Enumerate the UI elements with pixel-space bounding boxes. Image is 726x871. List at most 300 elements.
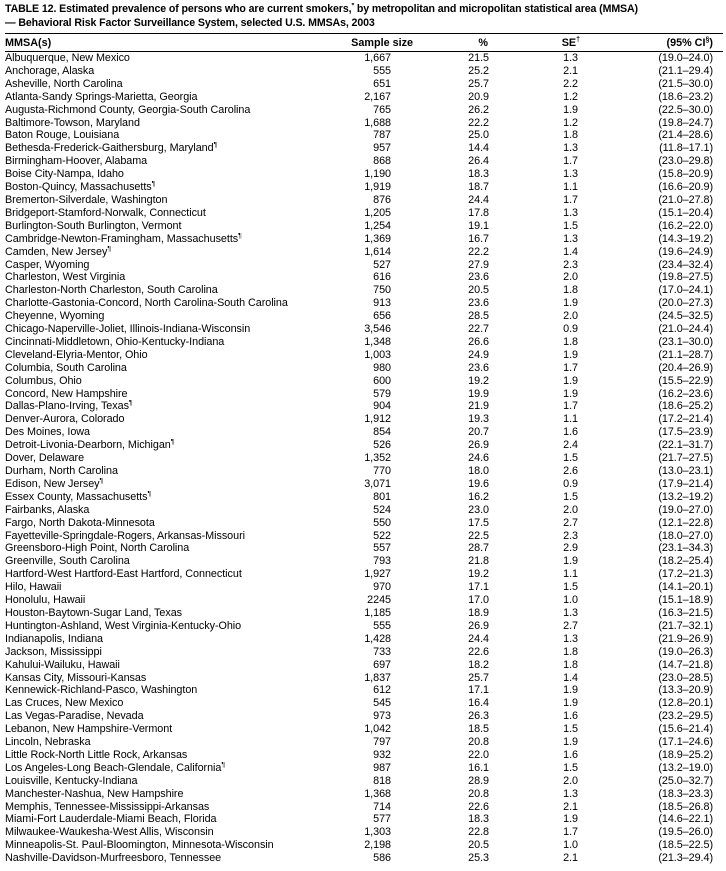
- se-cell: 1.3: [563, 232, 578, 245]
- footnote-marker-pilcrow: ¶: [151, 181, 156, 188]
- table-row: [5, 452, 723, 465]
- se-cell: 1.8: [563, 658, 578, 671]
- mmsa-cell: Las Vegas-Paradise, Nevada: [5, 710, 144, 723]
- table-row: [5, 775, 723, 788]
- percent-cell: 16.1: [468, 761, 489, 774]
- mmsa-cell: Charleston, West Virginia: [5, 271, 126, 284]
- mmsa-cell: Milwaukee-Waukesha-West Allis, Wisconsin: [5, 826, 214, 839]
- ci-cell: (17.9–21.4): [658, 477, 713, 490]
- sample-size-cell: 750: [373, 284, 391, 297]
- prevalence-table: [5, 33, 723, 865]
- ci-cell: (16.6–20.9): [658, 181, 713, 194]
- mmsa-cell: Las Cruces, New Mexico: [5, 697, 124, 710]
- mmsa-cell: Kansas City, Missouri-Kansas: [5, 671, 147, 684]
- sample-size-cell: 854: [373, 426, 391, 439]
- ci-cell: (19.0–24.0): [658, 52, 713, 64]
- sample-size-cell: 545: [373, 697, 391, 710]
- mmsa-cell: Hilo, Hawaii: [5, 581, 62, 594]
- table-row: [5, 65, 723, 78]
- se-cell: 2.2: [563, 77, 578, 90]
- sample-size-cell: 714: [373, 800, 391, 813]
- footnote-marker-pilcrow: ¶: [238, 232, 242, 240]
- mmsa-cell: Manchester-Nashua, New Hampshire: [5, 787, 184, 800]
- mmsa-cell: Houston-Baytown-Sugar Land, Texas: [5, 606, 183, 619]
- percent-cell: 18.0: [468, 465, 489, 477]
- percent-cell: 24.4: [468, 632, 489, 645]
- mmsa-cell: Dover, Delaware: [5, 452, 85, 465]
- se-cell: 1.3: [563, 142, 578, 155]
- footnote-marker-pilcrow: ¶: [170, 439, 175, 446]
- mmsa-cell: Bethesda-Frederick-Gaithersburg, Maryland¶: [5, 142, 218, 155]
- sample-size-cell: 555: [373, 619, 391, 632]
- table-row: [5, 581, 723, 594]
- sample-size-cell: 579: [373, 387, 391, 400]
- percent-cell: 26.3: [468, 710, 489, 723]
- mmsa-cell: Albuquerque, New Mexico: [5, 52, 130, 64]
- mmsa-cell: Fargo, North Dakota-Minnesota: [5, 516, 155, 529]
- ci-cell: (15.5–22.9): [658, 374, 713, 387]
- ci-cell: (19.8–24.7): [658, 116, 713, 129]
- ci-cell: (18.6–25.2): [658, 400, 713, 413]
- table-row: [5, 684, 723, 697]
- table-row: [5, 129, 723, 142]
- se-cell: 2.3: [563, 258, 578, 271]
- percent-cell: 22.8: [468, 826, 489, 839]
- sample-size-cell: 1,348: [364, 335, 391, 348]
- mmsa-cell: Anchorage, Alaska: [5, 64, 95, 77]
- mmsa-cell: Essex County, Massachusetts¶: [5, 490, 152, 503]
- ci-cell: (16.2–22.0): [658, 219, 713, 232]
- sample-size-cell: 973: [373, 710, 391, 723]
- title-line-2: — Behavioral Risk Factor Surveillance System, selected U.S. MMSAs, 2003: [5, 16, 375, 29]
- percent-cell: 18.2: [468, 658, 489, 671]
- percent-cell: 20.8: [468, 736, 489, 749]
- mmsa-cell: Kahului-Wailuku, Hawaii: [5, 658, 120, 671]
- mmsa-cell: Chicago-Naperville-Joliet, Illinois-Indiana-Wisconsin: [5, 323, 251, 336]
- table-row: [5, 52, 723, 65]
- ci-cell: (21.0–24.4): [658, 323, 713, 336]
- se-cell: 1.7: [563, 826, 578, 839]
- se-cell: 1.1: [563, 413, 578, 426]
- col-header-percent-label: %: [478, 37, 488, 49]
- percent-cell: 18.5: [468, 723, 489, 736]
- mmsa-cell: Baton Rouge, Louisiana: [5, 129, 120, 142]
- mmsa-cell: Lincoln, Nebraska: [5, 736, 91, 749]
- table-row: [5, 259, 723, 272]
- table-row: [5, 142, 723, 155]
- percent-cell: 21.5: [468, 52, 489, 64]
- percent-cell: 24.9: [468, 348, 489, 361]
- ci-cell: (16.2–23.6): [658, 387, 713, 400]
- se-cell: 1.5: [563, 761, 578, 774]
- se-cell: 1.6: [563, 710, 578, 723]
- ci-cell: (13.0–23.1): [658, 465, 713, 477]
- se-cell: 2.7: [563, 516, 578, 529]
- percent-cell: 26.4: [468, 155, 489, 168]
- sample-size-cell: 612: [373, 684, 391, 697]
- percent-cell: 19.2: [468, 374, 489, 387]
- sample-size-cell: 600: [373, 374, 391, 387]
- ci-cell: (14.6–22.1): [658, 813, 713, 826]
- table-row: [5, 710, 723, 723]
- mmsa-cell: Fayetteville-Springdale-Rogers, Arkansas-Missouri: [5, 529, 245, 542]
- mmsa-cell: Durham, North Carolina: [5, 465, 118, 477]
- mmsa-cell: Camden, New Jersey¶: [5, 245, 112, 258]
- se-cell: 1.9: [563, 297, 578, 310]
- mmsa-cell: Augusta-Richmond County, Georgia-South Carolina: [5, 103, 251, 116]
- sample-size-cell: 616: [373, 271, 391, 284]
- percent-cell: 22.7: [468, 323, 489, 336]
- sample-size-cell: 765: [373, 103, 391, 116]
- ci-cell: (18.5–22.5): [658, 839, 713, 852]
- percent-cell: 17.0: [468, 594, 489, 607]
- col-header-ci-label: (95% CI: [666, 37, 706, 49]
- mmsa-cell: Minneapolis-St. Paul-Bloomington, Minnesota-Wisconsin: [5, 839, 274, 852]
- table-row: [5, 297, 723, 310]
- percent-cell: 23.0: [468, 503, 489, 516]
- se-cell: 1.6: [563, 748, 578, 761]
- sample-size-cell: 1,303: [364, 826, 391, 839]
- se-cell: 1.5: [563, 490, 578, 503]
- percent-cell: 28.7: [468, 542, 489, 555]
- mmsa-cell: Dallas-Plano-Irving, Texas¶: [5, 400, 133, 413]
- se-cell: 1.3: [563, 168, 578, 181]
- se-cell: 1.3: [563, 787, 578, 800]
- percent-cell: 23.6: [468, 271, 489, 284]
- sample-size-cell: 1,614: [364, 245, 391, 258]
- mmsa-cell: Asheville, North Carolina: [5, 77, 123, 90]
- ci-cell: (15.1–18.9): [658, 594, 713, 607]
- mmsa-cell: Los Angeles-Long Beach-Glendale, California¶: [5, 761, 226, 774]
- table-row: [5, 362, 723, 375]
- ci-cell: (13.2–19.2): [658, 490, 713, 503]
- sample-size-cell: 1,205: [364, 206, 391, 219]
- sample-size-cell: 770: [373, 465, 391, 477]
- percent-cell: 19.3: [468, 413, 489, 426]
- se-cell: 1.7: [563, 155, 578, 168]
- header-row: [5, 34, 723, 52]
- title-line-1: [5, 3, 723, 17]
- percent-cell: 18.3: [468, 168, 489, 181]
- table-row: [5, 813, 723, 826]
- ci-cell: (19.5–26.0): [658, 826, 713, 839]
- sample-size-cell: 932: [373, 748, 391, 761]
- col-header-percent: [417, 34, 493, 52]
- ci-cell: (23.1–34.3): [658, 542, 713, 555]
- se-cell: 2.7: [563, 619, 578, 632]
- mmsa-cell: Greenville, South Carolina: [5, 555, 130, 568]
- percent-cell: 20.9: [468, 90, 489, 103]
- ci-cell: (19.8–27.5): [658, 271, 713, 284]
- table-row: [5, 349, 723, 362]
- table-row: [5, 801, 723, 814]
- table-title: [5, 3, 723, 30]
- percent-cell: 17.5: [468, 516, 489, 529]
- se-cell: 1.7: [563, 361, 578, 374]
- se-cell: 1.9: [563, 348, 578, 361]
- table-row: [5, 233, 723, 246]
- percent-cell: 22.6: [468, 800, 489, 813]
- se-cell: 1.4: [563, 245, 578, 258]
- ci-cell: (23.4–32.4): [658, 258, 713, 271]
- sample-size-cell: 2245: [367, 594, 391, 607]
- ci-cell: (18.6–23.2): [658, 90, 713, 103]
- ci-cell: (15.8–20.9): [658, 168, 713, 181]
- mmsa-cell: Birmingham-Hoover, Alabama: [5, 155, 148, 168]
- table-row: [5, 284, 723, 297]
- percent-cell: 20.5: [468, 284, 489, 297]
- sample-size-cell: 522: [373, 529, 391, 542]
- table-row: [5, 517, 723, 530]
- se-cell: 2.0: [563, 310, 578, 323]
- sample-size-cell: 1,352: [364, 452, 391, 465]
- table-row: [5, 568, 723, 581]
- title-text-part2: by metropolitan and micropolitan statistical area (MMSA): [354, 3, 638, 15]
- table-row: [5, 439, 723, 452]
- mmsa-cell: Nashville-Davidson-Murfreesboro, Tennessee: [5, 852, 222, 865]
- ci-cell: (23.2–29.5): [658, 710, 713, 723]
- ci-cell: (21.5–30.0): [658, 77, 713, 90]
- percent-cell: 26.6: [468, 335, 489, 348]
- mmsa-cell: Atlanta-Sandy Springs-Marietta, Georgia: [5, 90, 198, 103]
- table-row: [5, 620, 723, 633]
- ci-cell: (24.5–32.5): [658, 310, 713, 323]
- ci-cell: (19.6–24.9): [658, 245, 713, 258]
- ci-cell: (17.1–24.6): [658, 736, 713, 749]
- ci-cell: (21.1–28.7): [658, 348, 713, 361]
- ci-cell: (20.0–27.3): [658, 297, 713, 310]
- sample-size-cell: 797: [373, 736, 391, 749]
- ci-cell: (12.1–22.8): [658, 516, 713, 529]
- se-cell: 1.9: [563, 684, 578, 697]
- footnote-marker-pilcrow: ¶: [99, 477, 104, 485]
- table-row: [5, 220, 723, 233]
- sample-size-cell: 818: [373, 774, 391, 787]
- percent-cell: 25.2: [468, 64, 489, 77]
- table-row: [5, 762, 723, 775]
- table-row: [5, 336, 723, 349]
- sample-size-cell: 1,185: [364, 606, 391, 619]
- se-cell: 1.8: [563, 645, 578, 658]
- table-row: [5, 672, 723, 685]
- table-row: [5, 413, 723, 426]
- se-cell: 2.0: [563, 503, 578, 516]
- col-header-mmsa: [5, 34, 351, 52]
- sample-size-cell: 876: [373, 193, 391, 206]
- footnote-marker-dagger: †: [576, 36, 580, 44]
- mmsa-cell: Greensboro-High Point, North Carolina: [5, 542, 190, 555]
- sample-size-cell: 651: [373, 77, 391, 90]
- mmsa-cell: Charleston-North Charleston, South Carolina: [5, 284, 218, 297]
- percent-cell: 16.2: [468, 490, 489, 503]
- table-row: [5, 478, 723, 491]
- table-row: [5, 181, 723, 194]
- sample-size-cell: 904: [373, 400, 391, 413]
- percent-cell: 25.7: [468, 671, 489, 684]
- ci-cell: (23.0–29.8): [658, 155, 713, 168]
- sample-size-cell: 957: [373, 142, 391, 155]
- sample-size-cell: 526: [373, 439, 391, 452]
- se-cell: 1.9: [563, 555, 578, 568]
- se-cell: 0.9: [563, 323, 578, 336]
- sample-size-cell: 793: [373, 555, 391, 568]
- percent-cell: 17.8: [468, 206, 489, 219]
- title-text-part1: TABLE 12. Estimated prevalence of persons who are current smokers,: [5, 3, 352, 15]
- percent-cell: 20.8: [468, 787, 489, 800]
- se-cell: 1.9: [563, 813, 578, 826]
- se-cell: 2.1: [563, 800, 578, 813]
- percent-cell: 25.0: [468, 129, 489, 142]
- ci-cell: (21.1–29.4): [658, 64, 713, 77]
- percent-cell: 26.2: [468, 103, 489, 116]
- sample-size-cell: 557: [373, 542, 391, 555]
- ci-cell: (22.5–30.0): [658, 103, 713, 116]
- sample-size-cell: 1,927: [364, 568, 391, 581]
- se-cell: 0.9: [563, 477, 578, 490]
- se-cell: 1.4: [563, 671, 578, 684]
- percent-cell: 22.2: [468, 245, 489, 258]
- percent-cell: 18.7: [468, 181, 489, 194]
- mmsa-cell: Boise City-Nampa, Idaho: [5, 168, 124, 181]
- footnote-marker-pilcrow: ¶: [128, 400, 133, 407]
- ci-cell: (18.5–26.8): [658, 800, 713, 813]
- mmsa-cell: Jackson, Mississippi: [5, 645, 102, 658]
- sample-size-cell: 733: [373, 645, 391, 658]
- table-row: [5, 310, 723, 323]
- col-header-mmsa-label: MMSA(s): [5, 37, 52, 49]
- sample-size-cell: 913: [373, 297, 391, 310]
- ci-cell: (11.8–17.1): [659, 142, 713, 155]
- sample-size-cell: 987: [373, 761, 391, 774]
- ci-cell: (15.6–21.4): [658, 723, 713, 736]
- table-row: [5, 375, 723, 388]
- table-row: [5, 852, 723, 865]
- ci-cell: (18.9–25.2): [658, 748, 713, 761]
- ci-cell: (21.4–28.6): [658, 129, 713, 142]
- mmsa-cell: Louisville, Kentucky-Indiana: [5, 774, 138, 787]
- sample-size-cell: 555: [373, 64, 391, 77]
- mmsa-cell: Bremerton-Silverdale, Washington: [5, 193, 168, 206]
- mmsa-cell: Indianapolis, Indiana: [5, 632, 103, 645]
- se-cell: 1.2: [563, 90, 578, 103]
- ci-cell: (15.1–20.4): [658, 206, 713, 219]
- mmsa-cell: Casper, Wyoming: [5, 258, 90, 271]
- sample-size-cell: 1,837: [364, 671, 391, 684]
- se-cell: 2.6: [563, 465, 578, 477]
- se-cell: 1.5: [563, 452, 578, 465]
- ci-cell: (25.0–32.7): [658, 774, 713, 787]
- ci-cell: (13.3–20.9): [658, 684, 713, 697]
- sample-size-cell: 1,042: [364, 723, 391, 736]
- se-cell: 1.7: [563, 193, 578, 206]
- table-row: [5, 426, 723, 439]
- percent-cell: 27.9: [468, 258, 489, 271]
- mmsa-cell: Huntington-Ashland, West Virginia-Kentucky-Ohio: [5, 619, 242, 632]
- percent-cell: 21.8: [468, 555, 489, 568]
- ci-cell: (23.1–30.0): [658, 335, 713, 348]
- table-row: [5, 117, 723, 130]
- mmsa-cell: Fairbanks, Alaska: [5, 503, 90, 516]
- se-cell: 1.5: [563, 219, 578, 232]
- table-row: [5, 826, 723, 839]
- col-header-se: [493, 34, 583, 52]
- mmsa-cell: Denver-Aurora, Colorado: [5, 413, 125, 426]
- ci-cell: (18.0–27.0): [658, 529, 713, 542]
- sample-size-cell: 970: [373, 581, 391, 594]
- ci-cell: (13.2–19.0): [658, 761, 713, 774]
- mmsa-cell: Burlington-South Burlington, Vermont: [5, 219, 182, 232]
- percent-cell: 14.4: [468, 142, 489, 155]
- percent-cell: 22.5: [468, 529, 489, 542]
- se-cell: 1.1: [563, 181, 578, 194]
- se-cell: 2.1: [563, 852, 578, 865]
- col-header-sample-size: [351, 34, 417, 52]
- se-cell: 1.8: [563, 284, 578, 297]
- mmsa-cell: Edison, New Jersey¶: [5, 477, 104, 490]
- table-row: [5, 697, 723, 710]
- ci-cell: (21.0–27.8): [658, 193, 713, 206]
- percent-cell: 16.7: [468, 232, 489, 245]
- mmsa-cell: Lebanon, New Hampshire-Vermont: [5, 723, 173, 736]
- ci-cell: (23.0–28.5): [658, 671, 713, 684]
- table-row: [5, 323, 723, 336]
- sample-size-cell: 697: [373, 658, 391, 671]
- se-cell: 1.3: [563, 52, 578, 64]
- ci-cell: (14.3–19.2): [658, 232, 713, 245]
- ci-cell: (17.2–21.4): [658, 413, 713, 426]
- percent-cell: 20.5: [468, 839, 489, 852]
- sample-size-cell: 1,190: [364, 168, 391, 181]
- ci-cell: (17.0–24.1): [658, 284, 713, 297]
- table-row: [5, 839, 723, 852]
- se-cell: 2.9: [563, 542, 578, 555]
- se-cell: 1.3: [563, 206, 578, 219]
- footnote-marker-pilcrow: ¶: [221, 761, 226, 769]
- mmsa-cell: Little Rock-North Little Rock, Arkansas: [5, 748, 188, 761]
- ci-cell: (22.1–31.7): [658, 439, 713, 452]
- mmsa-cell: Hartford-West Hartford-East Hartford, Connecticut: [5, 568, 242, 581]
- se-cell: 2.3: [563, 529, 578, 542]
- percent-cell: 22.0: [468, 748, 489, 761]
- se-cell: 1.2: [563, 116, 578, 129]
- mmsa-cell: Charlotte-Gastonia-Concord, North Carolina-South Carolina: [5, 297, 288, 310]
- mmsa-cell: Cambridge-Newton-Framingham, Massachusetts¶: [5, 232, 242, 245]
- ci-cell: (19.0–26.3): [658, 645, 713, 658]
- table-row: [5, 723, 723, 736]
- percent-cell: 19.9: [468, 387, 489, 400]
- sample-size-cell: 3,546: [364, 323, 391, 336]
- sample-size-cell: 801: [373, 490, 391, 503]
- se-cell: 2.0: [563, 271, 578, 284]
- sample-size-cell: 868: [373, 155, 391, 168]
- table-body: [5, 52, 723, 866]
- col-header-ci-suffix: ): [709, 37, 713, 49]
- se-cell: 1.3: [563, 632, 578, 645]
- sample-size-cell: 577: [373, 813, 391, 826]
- ci-cell: (19.0–27.0): [658, 503, 713, 516]
- mmsa-cell: Concord, New Hampshire: [5, 387, 128, 400]
- ci-cell: (14.1–20.1): [658, 581, 713, 594]
- table-row: [5, 271, 723, 284]
- percent-cell: 21.9: [468, 400, 489, 413]
- table-row: [5, 104, 723, 117]
- mmsa-cell: Cleveland-Elyria-Mentor, Ohio: [5, 348, 148, 361]
- se-cell: 1.9: [563, 374, 578, 387]
- table-row: [5, 607, 723, 620]
- sample-size-cell: 1,667: [364, 52, 391, 64]
- ci-cell: (17.2–21.3): [658, 568, 713, 581]
- table-row: [5, 207, 723, 220]
